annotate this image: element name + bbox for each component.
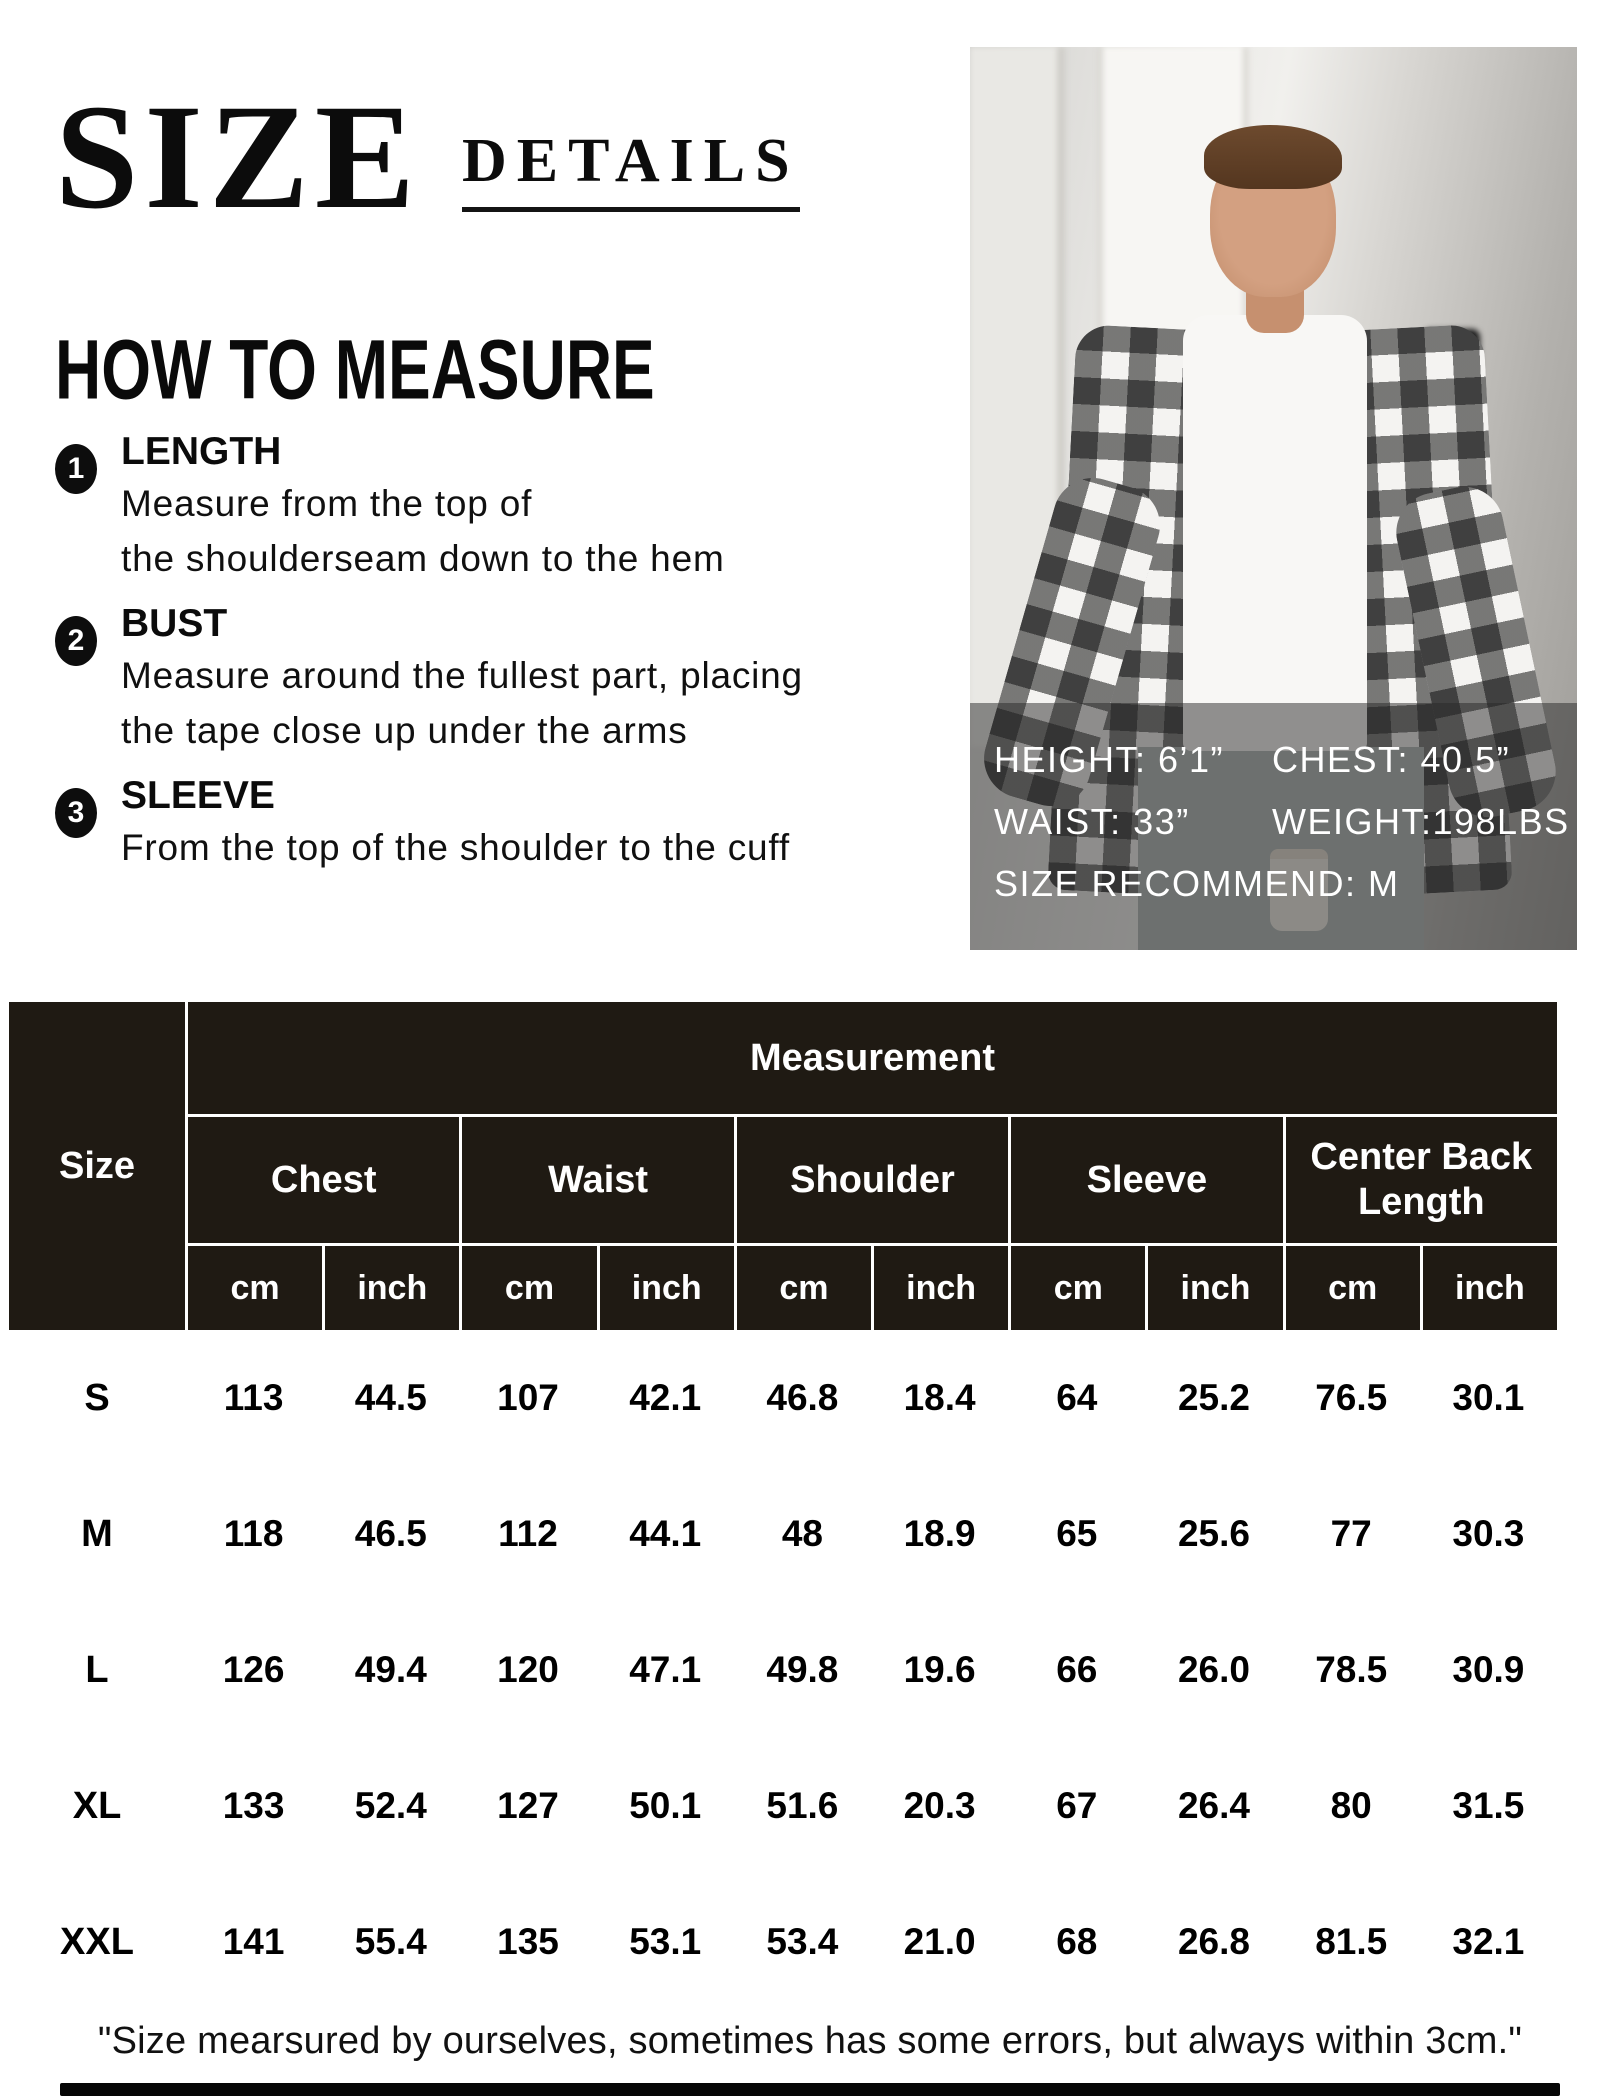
unit-chest-inch: inch	[325, 1246, 459, 1330]
row-s-shoulder-inch: 18.4	[903, 1377, 976, 1418]
model-photo	[970, 47, 1577, 950]
stat-waist: WAIST: 33”	[994, 801, 1190, 842]
row-m-label: M	[81, 1512, 113, 1555]
step-3-badge-icon: 3	[55, 788, 97, 838]
row-s-cbl-cm: 76.5	[1315, 1377, 1388, 1418]
row-xl-label: XL	[72, 1784, 122, 1827]
step-2-body	[121, 600, 803, 758]
header-measurement: Measurement	[188, 1002, 1557, 1114]
step-1-line-2: the shoulderseam down to the hem	[121, 538, 725, 579]
measure-step-bust	[55, 600, 955, 758]
unit-shoulder-cm: cm	[737, 1246, 871, 1330]
unit-sleeve-inch: inch	[1148, 1246, 1282, 1330]
step-1-line-1: Measure from the top of	[121, 483, 533, 524]
step-2-badge-icon: 2	[55, 616, 97, 666]
row-s-waist-cm: 107	[497, 1377, 559, 1418]
row-m-waist-cm: 112	[498, 1513, 558, 1554]
size-table-header	[9, 1002, 1557, 1330]
row-l-label: L	[85, 1648, 109, 1691]
row-l-shoulder-cm: 49.8	[766, 1649, 839, 1690]
page-title: SIZE	[55, 74, 421, 240]
row-xl-waist-cm: 127	[497, 1785, 559, 1826]
measure-steps	[55, 428, 955, 889]
row-xxl-chest-cm: 141	[222, 1921, 285, 1962]
header-sleeve: Sleeve	[1011, 1117, 1282, 1243]
row-xxl-sleeve-inch: 26.8	[1177, 1921, 1250, 1962]
row-l-shoulder-inch: 19.6	[903, 1649, 976, 1690]
row-xxl-sleeve-cm: 68	[1056, 1921, 1098, 1962]
row-xxl-shoulder-inch: 21.0	[903, 1921, 976, 1962]
step-3-body	[121, 772, 790, 875]
white-tee-shape	[1183, 315, 1367, 751]
row-xl-chest-cm: 133	[222, 1785, 285, 1826]
row-xl-shoulder-inch: 20.3	[903, 1785, 976, 1826]
header-shoulder: Shoulder	[737, 1117, 1008, 1243]
how-to-measure-heading: HOW TO MEASURE	[55, 323, 655, 417]
row-s-chest-cm: 113	[223, 1377, 284, 1418]
row-l-chest-inch: 49.4	[354, 1649, 427, 1690]
row-m-shoulder-inch: 18.9	[903, 1513, 976, 1554]
row-s-sleeve-inch: 25.2	[1177, 1377, 1250, 1418]
row-m-waist-inch: 44.1	[629, 1513, 702, 1554]
row-s-chest-inch: 44.5	[354, 1377, 427, 1418]
row-l-waist-cm: 120	[497, 1649, 559, 1690]
stat-chest: CHEST: 40.5”	[1272, 739, 1511, 780]
unit-waist-cm: cm	[462, 1246, 596, 1330]
measure-step-sleeve	[55, 772, 955, 875]
row-m-cbl-cm: 77	[1330, 1513, 1372, 1554]
step-1-badge-icon: 1	[55, 444, 97, 494]
measure-step-length	[55, 428, 955, 586]
unit-sleeve-cm: cm	[1011, 1246, 1145, 1330]
unit-cbl-cm: cm	[1286, 1246, 1420, 1330]
measurement-disclaimer: "Size mearsured by ourselves, sometimes has some errors, but always within 3cm."	[97, 2020, 1523, 2062]
row-xxl-shoulder-cm: 53.4	[766, 1921, 839, 1962]
stats-line-3	[994, 853, 1577, 915]
row-s-label: S	[84, 1376, 110, 1419]
row-m-cbl-inch: 30.3	[1452, 1513, 1525, 1554]
row-m-sleeve-inch: 25.6	[1177, 1513, 1250, 1554]
row-xxl-cbl-cm: 81.5	[1315, 1921, 1388, 1962]
stat-height: HEIGHT: 6’1”	[994, 739, 1225, 780]
step-2-line-1: Measure around the fullest part, placing	[121, 655, 803, 696]
row-s-shoulder-cm: 46.8	[766, 1377, 839, 1418]
header-center-back-length: Center Back Length	[1286, 1117, 1557, 1243]
row-xl-waist-inch: 50.1	[629, 1785, 702, 1826]
page-subtitle: DETAILS	[462, 126, 800, 212]
row-l-cbl-cm: 78.5	[1315, 1649, 1388, 1690]
bottom-bar	[60, 2083, 1560, 2096]
stats-line-2	[994, 791, 1577, 853]
row-xl-chest-inch: 52.4	[354, 1785, 427, 1826]
model-stats-overlay	[970, 703, 1577, 950]
stat-weight: WEIGHT:198LBS	[1272, 801, 1570, 842]
step-3-line-1: From the top of the shoulder to the cuff	[121, 827, 790, 868]
row-l-cbl-inch: 30.9	[1452, 1649, 1525, 1690]
step-2-title: BUST	[121, 602, 228, 645]
row-xxl-cbl-inch: 32.1	[1452, 1921, 1525, 1962]
header-size: Size	[9, 1002, 185, 1330]
row-s-waist-inch: 42.1	[629, 1377, 702, 1418]
row-s-cbl-inch: 30.1	[1452, 1377, 1525, 1418]
row-m-chest-inch: 46.5	[354, 1513, 427, 1554]
header-chest: Chest	[188, 1117, 459, 1243]
row-s-sleeve-cm: 64	[1056, 1377, 1098, 1418]
row-m-sleeve-cm: 65	[1056, 1513, 1098, 1554]
row-xl-sleeve-inch: 26.4	[1177, 1785, 1250, 1826]
row-l-sleeve-inch: 26.0	[1177, 1649, 1250, 1690]
row-m-chest-cm: 118	[223, 1513, 284, 1554]
step-2-line-2: the tape close up under the arms	[121, 710, 688, 751]
step-3-title: SLEEVE	[121, 774, 275, 817]
stats-line-1	[994, 729, 1577, 791]
row-l-chest-cm: 126	[222, 1649, 285, 1690]
row-xxl-waist-inch: 53.1	[629, 1921, 702, 1962]
row-xl-shoulder-cm: 51.6	[766, 1785, 839, 1826]
row-xxl-chest-inch: 55.4	[354, 1921, 427, 1962]
row-xxl-label: XXL	[60, 1920, 134, 1963]
step-1-body	[121, 428, 725, 586]
unit-shoulder-inch: inch	[874, 1246, 1008, 1330]
row-m-shoulder-cm: 48	[781, 1513, 823, 1554]
hair-shape	[1204, 125, 1342, 189]
row-l-sleeve-cm: 66	[1056, 1649, 1098, 1690]
row-xl-cbl-cm: 80	[1330, 1785, 1372, 1826]
row-l-waist-inch: 47.1	[629, 1649, 702, 1690]
unit-chest-cm: cm	[188, 1246, 322, 1330]
stat-recommend: SIZE RECOMMEND: M	[994, 863, 1400, 904]
size-table	[9, 1002, 1557, 2010]
row-xxl-waist-cm: 135	[497, 1921, 559, 1962]
unit-cbl-inch: inch	[1423, 1246, 1557, 1330]
step-1-title: LENGTH	[121, 430, 282, 473]
header-waist: Waist	[462, 1117, 733, 1243]
row-xl-cbl-inch: 31.5	[1452, 1785, 1525, 1826]
row-xl-sleeve-cm: 67	[1056, 1785, 1098, 1826]
size-table-body	[9, 1330, 1557, 2010]
unit-waist-inch: inch	[600, 1246, 734, 1330]
